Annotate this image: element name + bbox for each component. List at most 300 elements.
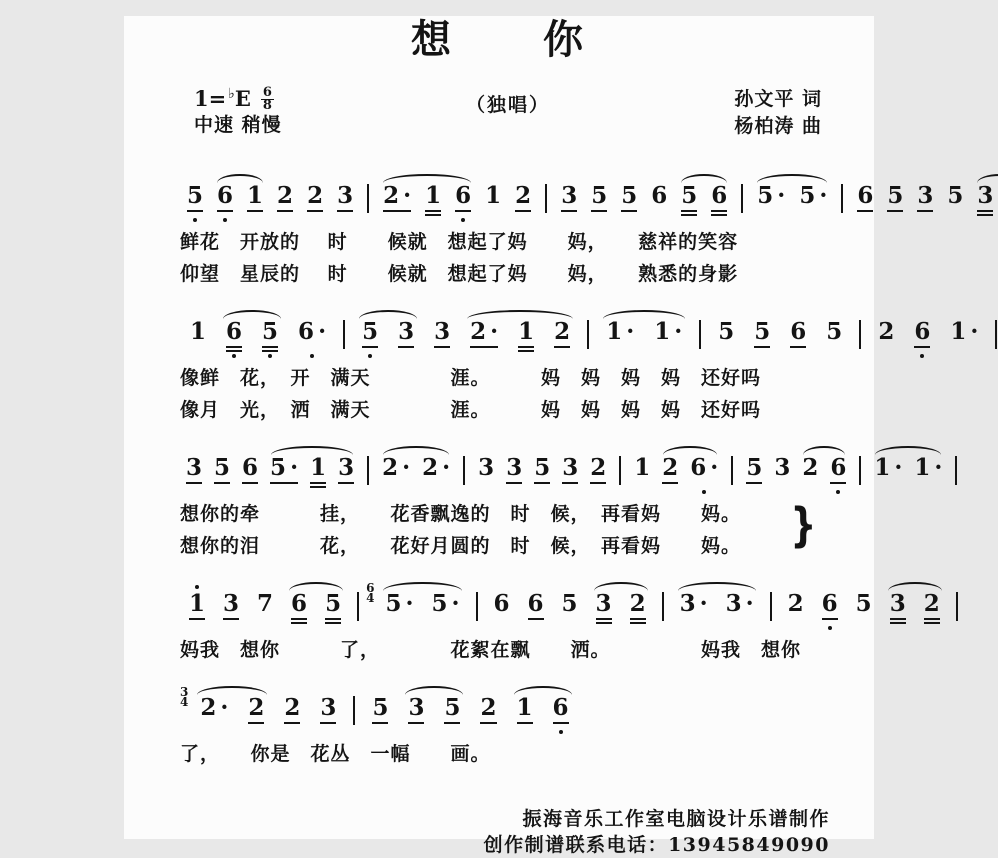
note-digit: 3 xyxy=(478,454,495,481)
beam-line xyxy=(517,722,533,724)
augmentation-dot: · xyxy=(290,454,299,481)
note xyxy=(180,310,216,360)
beam-lines xyxy=(726,616,754,624)
beam-lines xyxy=(591,208,607,216)
beam-line xyxy=(186,482,202,484)
beam-lines xyxy=(534,480,550,488)
note xyxy=(528,446,556,496)
beam-lines xyxy=(291,616,307,624)
beam-line xyxy=(857,210,873,212)
beam-line xyxy=(310,482,326,484)
augmentation-dot: · xyxy=(442,454,451,481)
note-digit: 2 · xyxy=(383,182,412,209)
augmentation-dot: · xyxy=(318,318,327,345)
beam-line xyxy=(515,210,531,212)
slur-group xyxy=(671,582,763,632)
key-letter: E xyxy=(234,86,251,111)
beam-line xyxy=(247,210,263,212)
note-digit: 1 xyxy=(485,182,502,209)
beam-lines xyxy=(947,208,963,216)
beam-lines xyxy=(382,480,410,488)
beam-line xyxy=(887,210,903,212)
note-digit: 1 xyxy=(310,454,327,481)
beam-lines xyxy=(977,208,993,216)
note-digit: 1 xyxy=(516,694,533,721)
note-digit: 6 xyxy=(242,454,259,481)
composer-credit: 杨柏涛 曲 xyxy=(734,115,822,137)
augmentation-dot: · xyxy=(894,454,903,481)
beam-line xyxy=(681,214,697,216)
augmentation-dot: · xyxy=(490,318,499,345)
note-digit: 6 xyxy=(455,182,472,209)
note-digit: 3 xyxy=(977,182,994,209)
beam-lines xyxy=(554,344,570,352)
equals-sign: = xyxy=(208,86,227,111)
notes-row xyxy=(180,686,834,736)
beam-line xyxy=(223,618,239,620)
beam-lines xyxy=(383,208,411,216)
augmentation-dot: · xyxy=(402,454,411,481)
music-system xyxy=(180,446,943,560)
note xyxy=(180,174,210,224)
note-digit: 6 xyxy=(830,454,847,481)
note xyxy=(940,174,970,224)
note xyxy=(628,446,656,496)
beam-line xyxy=(977,210,993,212)
key-signature xyxy=(194,86,282,112)
barline xyxy=(699,320,701,349)
beam-lines xyxy=(247,208,263,216)
beam-lines xyxy=(528,616,544,624)
score-header xyxy=(124,64,874,140)
beam-line xyxy=(320,722,336,724)
note-digit: 2 xyxy=(590,454,607,481)
note xyxy=(556,446,584,496)
note-digit: 6 xyxy=(821,590,838,617)
beam-line xyxy=(242,482,258,484)
beam-lines xyxy=(217,208,233,216)
note-digit: 2 · xyxy=(200,694,229,721)
key-do: 1 xyxy=(194,86,209,111)
flat-sign-icon: ♭ xyxy=(228,86,235,102)
beam-line xyxy=(534,482,550,484)
beam-line xyxy=(291,618,307,620)
note xyxy=(768,446,796,496)
slur-group xyxy=(460,310,580,360)
notes-row xyxy=(180,446,943,496)
beam-line xyxy=(307,210,323,212)
beam-lines xyxy=(746,480,762,488)
beam-lines xyxy=(515,208,531,216)
slur-group xyxy=(596,310,692,360)
beam-line xyxy=(480,722,496,724)
low-octave-slot xyxy=(193,216,197,224)
beam-lines xyxy=(190,344,206,352)
note-digit: 5 xyxy=(561,590,578,617)
slur-group xyxy=(352,310,424,360)
lyrics-line: 了， 你是 花丛 一幅 画。 xyxy=(180,743,491,765)
beam-lines xyxy=(186,480,202,488)
page-title: 想 你 xyxy=(411,16,587,63)
slur-group xyxy=(674,174,734,224)
beam-lines xyxy=(470,344,498,352)
music-system xyxy=(180,310,979,424)
beam-line xyxy=(325,622,341,624)
beam-lines xyxy=(337,208,353,216)
note-digit: 5 · xyxy=(757,182,786,209)
note-digit: 6 xyxy=(651,182,668,209)
beam-line xyxy=(561,210,577,212)
note-digit: 6 xyxy=(493,590,510,617)
credits xyxy=(734,86,822,140)
beam-lines xyxy=(917,208,933,216)
low-octave-slot xyxy=(828,624,832,632)
octave-dot xyxy=(310,354,314,358)
beam-lines xyxy=(480,720,496,728)
beam-lines xyxy=(788,616,804,624)
beam-line xyxy=(890,618,906,620)
beam-lines xyxy=(822,616,838,624)
note-digit: 3 · xyxy=(679,590,708,617)
barline xyxy=(859,456,861,485)
note xyxy=(300,174,330,224)
beam-lines xyxy=(553,720,569,728)
beam-lines xyxy=(320,720,336,728)
beam-lines xyxy=(914,344,930,352)
beam-lines xyxy=(284,720,300,728)
slur-group xyxy=(210,174,270,224)
barline xyxy=(619,456,621,485)
note xyxy=(940,310,988,360)
note-digit: 6 xyxy=(226,318,243,345)
lyrics-line: 妈我 想你 了， 花絮在飘 洒。 妈我 想你 xyxy=(180,639,802,661)
beam-lines xyxy=(561,208,577,216)
time-signature-bottom: 8 xyxy=(262,97,272,113)
beam-lines xyxy=(562,616,578,624)
beam-lines xyxy=(214,480,230,488)
note xyxy=(248,582,282,632)
beam-lines xyxy=(830,480,846,488)
note xyxy=(478,174,508,224)
note-digit: 2 xyxy=(277,182,294,209)
barline xyxy=(741,184,743,213)
beam-lines xyxy=(385,616,413,624)
note xyxy=(330,174,360,224)
note-digit: 6 xyxy=(790,318,807,345)
slur-group xyxy=(507,686,579,736)
beam-lines xyxy=(307,208,323,216)
note xyxy=(584,174,614,224)
beam-line xyxy=(924,622,940,624)
barline xyxy=(841,184,843,213)
beam-lines xyxy=(506,480,522,488)
barline xyxy=(587,320,589,349)
note-digit: 3 xyxy=(434,318,451,345)
meter-change xyxy=(366,583,374,603)
octave-dot xyxy=(193,218,197,222)
slur-group xyxy=(376,446,456,496)
note-digit: 3 xyxy=(595,590,612,617)
slur-group xyxy=(881,582,949,632)
beam-line xyxy=(383,210,411,212)
augmentation-dot: · xyxy=(403,182,412,209)
beam-lines xyxy=(562,480,578,488)
footer-studio-line: 振海音乐工作室电脑设计乐谱制作 xyxy=(522,808,830,830)
barline xyxy=(357,592,359,621)
augmentation-dot: · xyxy=(220,694,229,721)
augmentation-dot: · xyxy=(405,590,414,617)
note-digit: 1 xyxy=(425,182,442,209)
tempo-marking: 中速 稍慢 xyxy=(194,114,282,136)
beam-line xyxy=(277,210,293,212)
beam-line xyxy=(270,482,298,484)
note xyxy=(584,446,612,496)
note-digit: 5 · xyxy=(270,454,299,481)
note xyxy=(270,174,300,224)
octave-dot xyxy=(559,730,563,734)
slur-group xyxy=(282,582,350,632)
beam-lines xyxy=(590,480,606,488)
beam-lines xyxy=(690,480,718,488)
octave-dot xyxy=(232,354,236,358)
beam-lines xyxy=(799,208,827,216)
beam-line xyxy=(262,346,278,348)
beam-line xyxy=(977,214,993,216)
note-digit: 2 xyxy=(480,694,497,721)
beam-line xyxy=(630,622,646,624)
slur-group xyxy=(587,582,655,632)
slur-group xyxy=(970,174,998,224)
note xyxy=(214,582,248,632)
slur-group xyxy=(398,686,470,736)
note-digit: 7 xyxy=(257,590,274,617)
note-digit: 3 xyxy=(223,590,240,617)
note xyxy=(740,446,768,496)
beam-line xyxy=(425,210,441,212)
low-octave-slot xyxy=(310,352,314,360)
beam-lines xyxy=(856,616,872,624)
beam-lines xyxy=(630,616,646,624)
note-digit: 6 xyxy=(914,318,931,345)
lyrics-line: 仰望 星辰的 时 候就 想起了妈 妈， 熟悉的身影 xyxy=(180,263,739,285)
note-digit: 1 xyxy=(189,590,206,617)
note-digit: 2 · xyxy=(422,454,451,481)
note-digit: 5 xyxy=(325,590,342,617)
note-digit: 5 xyxy=(887,182,904,209)
note-digit: 1 xyxy=(634,454,651,481)
note xyxy=(472,446,500,496)
beam-lines xyxy=(338,480,354,488)
note-digit: 6 xyxy=(711,182,728,209)
note xyxy=(553,582,587,632)
note xyxy=(868,310,904,360)
slur-group xyxy=(656,446,724,496)
beam-lines xyxy=(914,480,942,488)
beam-line xyxy=(528,618,544,620)
note-digit: 3 · xyxy=(725,590,754,617)
beam-line xyxy=(553,722,569,724)
beam-lines xyxy=(774,480,790,488)
note-digit: 5 xyxy=(826,318,843,345)
low-octave-slot xyxy=(836,488,840,496)
footer-contact-line: 创作制谱联系电话：13945849090 xyxy=(483,834,830,856)
octave-dot xyxy=(836,490,840,494)
note-digit: 2 xyxy=(629,590,646,617)
note-digit: 5 xyxy=(855,590,872,617)
barline xyxy=(662,592,664,621)
beam-lines xyxy=(517,720,533,728)
beam-line xyxy=(214,482,230,484)
notes-row xyxy=(180,581,940,632)
note xyxy=(362,686,398,736)
beam-lines xyxy=(187,208,203,216)
beam-line xyxy=(189,618,205,620)
augmentation-dot: · xyxy=(970,318,979,345)
beam-line xyxy=(187,210,203,212)
note xyxy=(880,174,910,224)
barline xyxy=(353,696,355,725)
note-digit: 3 xyxy=(506,454,523,481)
beam-line xyxy=(711,210,727,212)
slur-group xyxy=(264,446,360,496)
beam-line xyxy=(408,722,424,724)
note-digit: 5 xyxy=(591,182,608,209)
note xyxy=(485,582,519,632)
beam-line xyxy=(554,346,570,348)
beam-lines xyxy=(434,344,450,352)
note-digit: 3 xyxy=(186,454,203,481)
beam-lines xyxy=(422,480,450,488)
note-digit: 1 · xyxy=(654,318,683,345)
beam-lines xyxy=(890,616,906,624)
beam-line xyxy=(434,346,450,348)
barline xyxy=(731,456,733,485)
note-digit: 6 xyxy=(552,694,569,721)
note-digit: 6 xyxy=(291,590,308,617)
octave-dot xyxy=(368,354,372,358)
beam-line xyxy=(596,622,612,624)
note-digit: 5 xyxy=(947,182,964,209)
beam-lines xyxy=(878,344,894,352)
beam-lines xyxy=(654,344,682,352)
beam-lines xyxy=(924,616,940,624)
augmentation-dot: · xyxy=(451,590,460,617)
beam-lines xyxy=(681,208,697,216)
slur-group xyxy=(376,582,468,632)
note xyxy=(816,310,852,360)
beam-lines xyxy=(680,616,708,624)
note-digit: 1 · xyxy=(914,454,943,481)
note-digit: 2 xyxy=(307,182,324,209)
beam-line xyxy=(890,622,906,624)
slur-group xyxy=(796,446,852,496)
note xyxy=(180,446,208,496)
augmentation-dot: · xyxy=(819,182,828,209)
note-digit: 1 xyxy=(190,318,207,345)
barline xyxy=(859,320,861,349)
barline xyxy=(995,320,997,349)
beam-lines xyxy=(189,616,205,624)
beam-line xyxy=(914,346,930,348)
beam-lines xyxy=(790,344,806,352)
beam-lines xyxy=(226,344,242,352)
meter-change xyxy=(180,687,188,707)
score xyxy=(124,140,994,768)
meter-change-bottom: 4 xyxy=(180,695,189,709)
note xyxy=(847,582,881,632)
beam-lines xyxy=(310,480,326,488)
beam-line xyxy=(506,482,522,484)
beam-lines xyxy=(857,208,873,216)
note-digit: 6 xyxy=(857,182,874,209)
beam-lines xyxy=(802,480,818,488)
note-digit: 3 xyxy=(398,318,415,345)
beam-line xyxy=(291,622,307,624)
low-octave-slot xyxy=(702,488,706,496)
note-digit: 2 · xyxy=(382,454,411,481)
music-system xyxy=(180,686,834,768)
beam-lines xyxy=(621,208,637,216)
beam-line xyxy=(746,482,762,484)
barline xyxy=(956,592,958,621)
note xyxy=(500,446,528,496)
note xyxy=(310,686,346,736)
beam-line xyxy=(217,210,233,212)
note-digit: 5 xyxy=(262,318,279,345)
octave-dot xyxy=(920,354,924,358)
note-digit: 3 xyxy=(338,454,355,481)
lyrics-line: 鲜花 开放的 时 候就 想起了妈 妈， 慈祥的笑容 xyxy=(180,231,739,253)
barline xyxy=(955,456,957,485)
beam-lines xyxy=(298,344,326,352)
beam-lines xyxy=(606,344,634,352)
beam-lines xyxy=(634,480,650,488)
key-and-tempo xyxy=(194,86,282,138)
beam-line xyxy=(917,210,933,212)
note xyxy=(470,686,506,736)
beam-lines xyxy=(398,344,414,352)
meter-change-top: 3 xyxy=(180,685,189,699)
meter-change-bottom: 4 xyxy=(366,591,375,605)
note-digit: 2 xyxy=(554,318,571,345)
beam-line xyxy=(284,722,300,724)
beam-lines xyxy=(200,720,228,728)
augmentation-dot: · xyxy=(710,454,719,481)
note xyxy=(554,174,584,224)
note-digit: 2 xyxy=(284,694,301,721)
note-digit: 5 xyxy=(754,318,771,345)
beam-lines xyxy=(444,720,460,728)
beam-line xyxy=(790,346,806,348)
note-digit: 1 · xyxy=(606,318,635,345)
note-digit: 3 xyxy=(774,454,791,481)
barline xyxy=(367,456,369,485)
note-digit: 5 xyxy=(621,182,638,209)
beam-lines xyxy=(485,208,501,216)
note-digit: 3 xyxy=(561,182,578,209)
beam-line xyxy=(754,346,770,348)
note-digit: 3 xyxy=(337,182,354,209)
beam-line xyxy=(562,482,578,484)
beam-line xyxy=(338,482,354,484)
time-signature-top: 6 xyxy=(262,84,272,100)
beam-line xyxy=(596,618,612,620)
beam-lines xyxy=(372,720,388,728)
note-digit: 5 xyxy=(372,694,389,721)
beam-lines xyxy=(662,480,678,488)
note xyxy=(274,686,310,736)
low-octave-slot xyxy=(461,216,465,224)
